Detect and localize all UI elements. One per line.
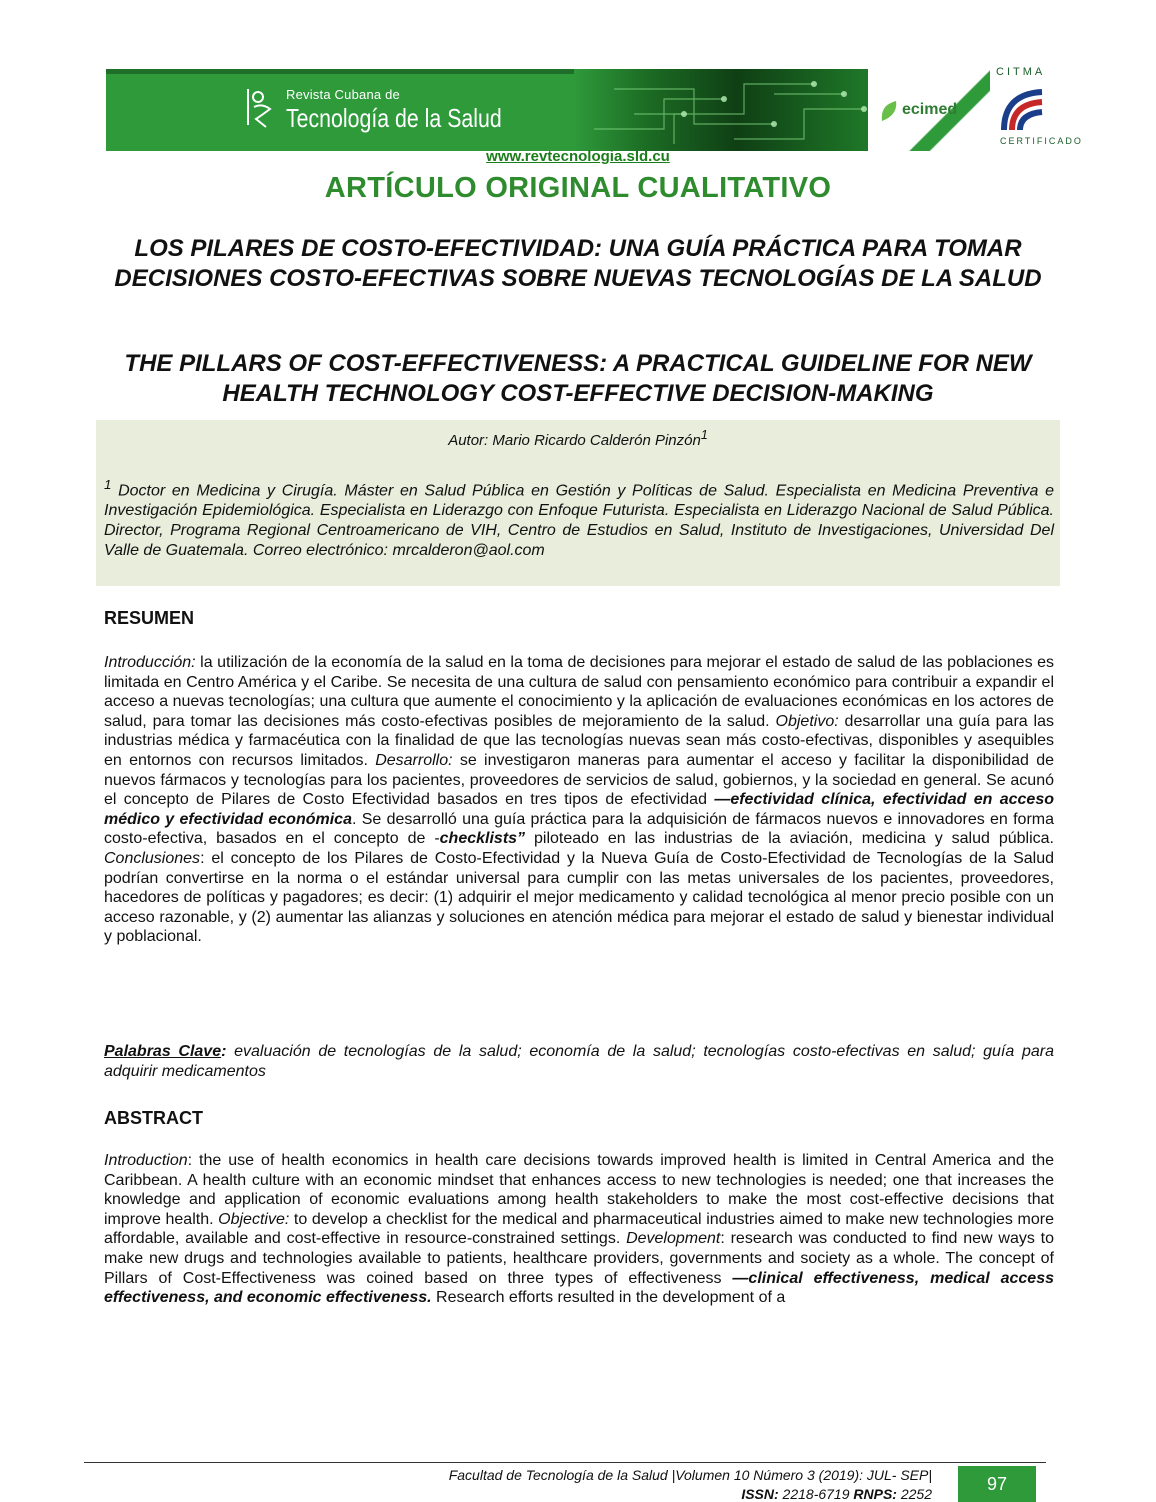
objective-text: desarrollar una guía para las industrias médica y farmacéutica con la finalidad de que las tecnologías nuevas sean más costo-efectivas, disponibles y asequibles en entornos con recursos limitados. xyxy=(104,712,1055,769)
footer-rule xyxy=(84,1462,1046,1463)
checklists-term: checklists” xyxy=(439,830,526,848)
abstract-heading: ABSTRACT xyxy=(104,1108,203,1128)
circuit-graphic xyxy=(574,69,872,151)
footer-journal: Facultad de Tecnología de la Salud |Volumen 10 Número 3 (2019): JUL- SEP| xyxy=(448,1467,932,1483)
conclusions-text: : el concepto de los Pilares de Costo-Efectividad y la Nueva Guía de Costo-Efectividad de Tecnologías de la Salud podrían convertirse en la norma o el estándar universal para cumplir con las metas universales de los pacientes, proveedores, hacedores de políticas y pagadores; es decir: (1) adquirir el mejor medicamento y calidad tecnológica al menor precio posible con un acceso razonable, y (2) aumentar las alianzas y soluciones en atención médica para mejorar el estado de salud y bienestar individual y poblacional. xyxy=(104,849,1054,946)
abs-intro-text: : the use of health economics in health care decisions towards improved health is limited in Central America and the Caribbean. A health culture with an economic mindset that enhances access to new technologies is needed; one that increases the knowledge and application of economic evaluations among health stakeholders to make the most cost-effective decisions that improve health. xyxy=(104,1152,1054,1228)
article-type-heading: ARTÍCULO ORIGINAL CUALITATIVO xyxy=(324,172,832,204)
journal-logo-icon xyxy=(244,83,274,131)
abs-objective-label: Objective: xyxy=(218,1210,290,1228)
affiliation-sup: 1 xyxy=(104,477,112,492)
conclusions-label: Conclusiones xyxy=(104,849,201,867)
journal-banner xyxy=(106,69,872,151)
resumen-heading: RESUMEN xyxy=(104,608,195,628)
development-label: Desarrollo: xyxy=(375,751,453,769)
keywords-label: Palabras Clave xyxy=(104,1043,222,1060)
citma-arc-icon xyxy=(998,84,1046,136)
journal-subtitle: Revista Cubana de xyxy=(286,87,400,102)
rnps-label: RNPS: xyxy=(853,1486,897,1502)
rnps-value: 2252 xyxy=(896,1486,932,1502)
author-name: Autor: Mario Ricardo Calderón Pinzón xyxy=(448,432,701,449)
leaf-icon xyxy=(878,97,900,125)
keywords-paragraph xyxy=(104,1042,1054,1081)
abs-development-text: : research was conducted to find new ways to make new drugs and technologies available to patients, healthcare providers, governments and society as a whole. The concept of Pillars of Cost-Effectiveness was coined based on three types of effectiveness xyxy=(104,1230,1054,1287)
development-text: se investigaron maneras para aumentar el acceso y facilitar la disponibilidad de nuevos fármacos y tecnologías para los pacientes, proveedores de servicios de salud, gobiernos, y la sociedad en general. Se acunó el concepto de Pilares de Costo Efectividad basados en tres tipos de efectividad xyxy=(104,751,1055,809)
citma-label: CITMA xyxy=(996,66,1046,78)
page-number: 97 xyxy=(958,1466,1036,1502)
abs-development-text-2: Research efforts resulted in the development of a xyxy=(431,1289,786,1307)
site-url-link[interactable]: www.revtecnologia.sld.cu xyxy=(486,148,670,165)
ecimed-wordmark: ecimed xyxy=(902,101,958,118)
keywords-colon: : xyxy=(221,1043,227,1060)
intro-label: Introducción: xyxy=(104,654,196,671)
resumen-paragraph xyxy=(104,653,1054,947)
title-english: THE PILLARS OF COST-EFFECTIVENESS: A PRACTICAL GUIDELINE FOR NEW HEALTH TECHNOLOGY COST-EFFECTIVE DECISION-MAKING xyxy=(124,350,1032,407)
effectiveness-types: —efectividad clínica, efectividad en acceso médico y efectividad económica xyxy=(104,791,1054,828)
issn-label: ISSN: xyxy=(741,1486,779,1502)
affiliation-text: Doctor en Medicina y Cirugía. Máster en Salud Pública en Gestión y Políticas de Salud. Especialista en Medicina Preventiva e Investigación Epidemiológica. Especialista en Liderazgo con Enfoque Futurista. Especialista en Liderazgo Nacional de Salud Pública. Director, Programa Regional Centroamericano de VIH, Centro de Estudios en Salud, Instituto de Investigaciones, Universidad Del Valle de Guatemala. Correo electrónico: mrcalderon@aol.com xyxy=(104,482,1055,560)
development-text-2: . Se desarrolló una guía práctica para la adquisición de fármacos nuevos e innovadores en forma costo-efectiva, basados en el concepto de - xyxy=(104,810,1054,848)
author-sup: 1 xyxy=(700,428,708,442)
abs-effectiveness-types: —clinical effectiveness, medical access effectiveness, and economic effectiveness. xyxy=(104,1269,1054,1307)
abs-objective-text: to develop a checklist for the medical and pharmaceutical industries aimed to make new technologies more affordable, available and cost-effective in resource-constrained settings. xyxy=(104,1210,1054,1248)
ecimed-logo xyxy=(868,69,990,151)
citma-seal xyxy=(990,66,1083,152)
abstract-paragraph xyxy=(104,1151,1054,1308)
abs-development-label: Development xyxy=(626,1230,721,1248)
title-spanish: LOS PILARES DE COSTO-EFECTIVIDAD: UNA GUÍA PRÁCTICA PARA TOMAR DECISIONES COSTO-EFECTIVAS SOBRE NUEVAS TECNOLOGÍAS DE LA SALUD xyxy=(114,235,1042,292)
intro-text: la utilización de la economía de la salud en la toma de decisiones para mejorar el estado de salud de las poblaciones es limitada en Centro América y el Caribe. Se necesita de una cultura de salud con pensamiento económico para contribuir a expandir el acceso a nuevas tecnologías; una cultura que aumente el conocimiento y la aplicación de evaluaciones económicas en los actores de salud, para tomar las decisiones más costo-efectivas posibles de mejoramiento de la salud. xyxy=(104,654,1054,730)
journal-title: Tecnología de la Salud xyxy=(286,103,502,133)
author-affiliation xyxy=(104,475,1054,561)
keywords-text: evaluación de tecnologías de la salud; economía de la salud; tecnologías costo-efectivas en salud; guía para adquirir medicamentos xyxy=(104,1043,1054,1080)
citma-cert-label: CERTIFICADO xyxy=(1000,136,1083,146)
circuit-lines xyxy=(574,69,872,151)
author-line xyxy=(96,428,1060,449)
abs-intro-label: Introduction xyxy=(104,1152,188,1169)
issn-value: 2218-6719 xyxy=(778,1486,854,1502)
footer-issn xyxy=(300,1486,932,1502)
objective-label: Objetivo: xyxy=(775,712,839,730)
development-text-3: piloteado en las industrias de la aviación, medicina y salud pública. xyxy=(525,830,1054,848)
